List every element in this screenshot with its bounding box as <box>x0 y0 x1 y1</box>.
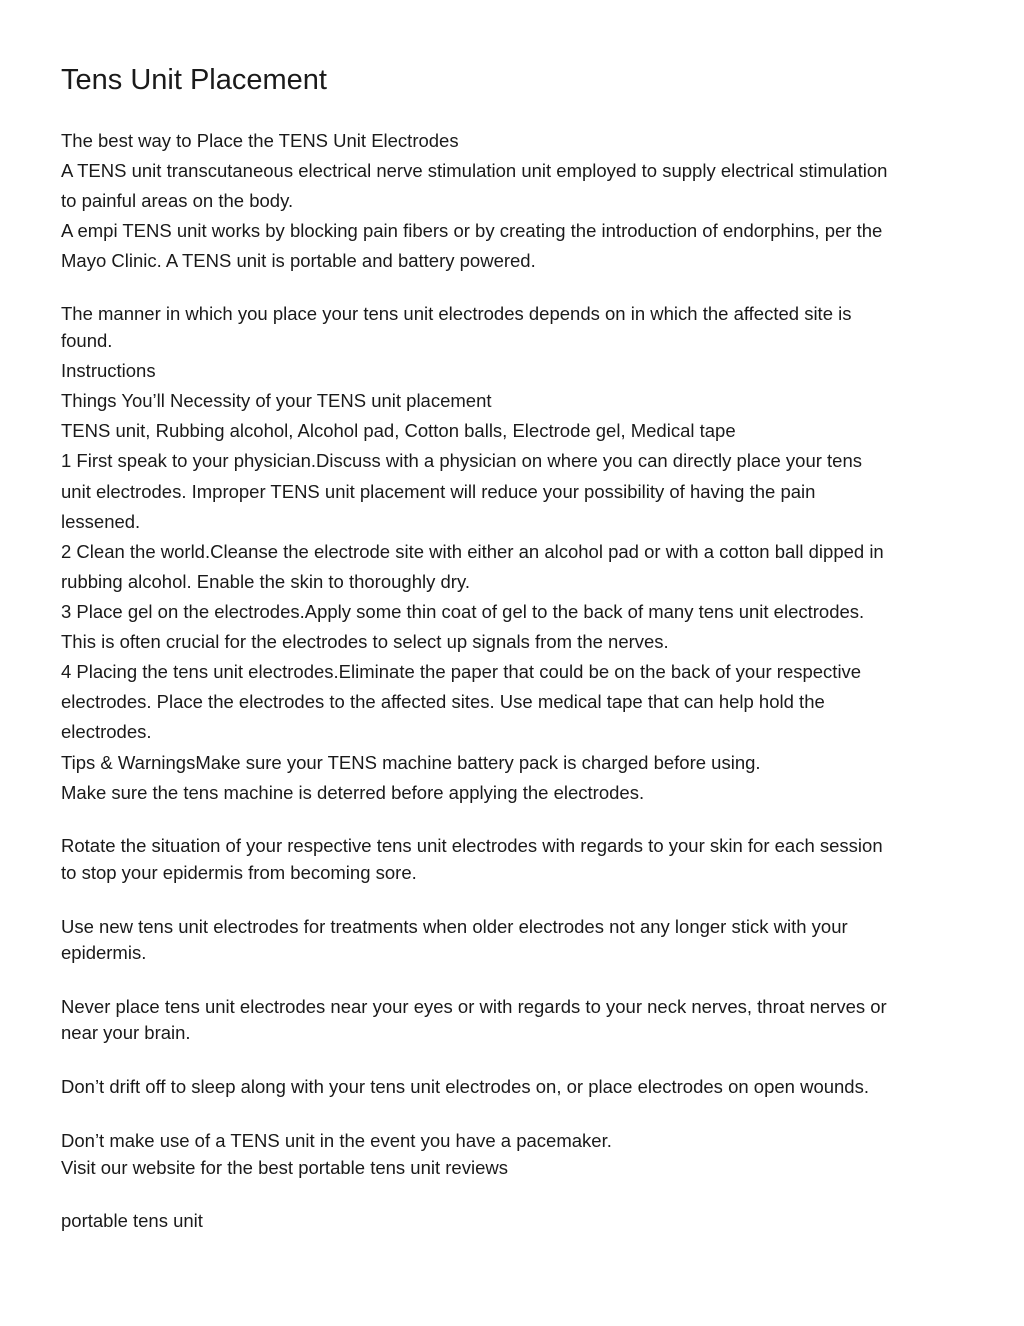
text-line: Mayo Clinic. A TENS unit is portable and battery powered. <box>61 250 536 271</box>
text-line: electrodes. Place the electrodes to the affected sites. Use medical tape that can help hold the <box>61 691 825 712</box>
text-line: Never place tens unit electrodes near your eyes or with regards to your neck nerves, throat nerves or <box>61 996 887 1017</box>
page-title: Tens Unit Placement <box>61 64 327 96</box>
text-line: A TENS unit transcutaneous electrical nerve stimulation unit employed to supply electrical stimulation <box>61 160 888 181</box>
text-line: 2 Clean the world.Cleanse the electrode site with either an alcohol pad or with a cotton ball dipped in <box>61 541 884 562</box>
text-line: unit electrodes. Improper TENS unit placement will reduce your possibility of having the pain <box>61 481 816 502</box>
text-line: found. <box>61 330 113 351</box>
text-line: Tips & WarningsMake sure your TENS machine battery pack is charged before using. <box>61 752 761 773</box>
text-line: Things You’ll Necessity of your TENS unit placement <box>61 390 492 411</box>
text-line: epidermis. <box>61 942 147 963</box>
text-line: 4 Placing the tens unit electrodes.Eliminate the paper that could be on the back of your respective <box>61 661 862 682</box>
text-line: lessened. <box>61 511 141 532</box>
text-line: near your brain. <box>61 1022 191 1043</box>
text-line: A empi TENS unit works by blocking pain fibers or by creating the introduction of endorphins, per the <box>61 220 883 241</box>
text-line: The best way to Place the TENS Unit Electrodes <box>61 130 459 151</box>
text-line: This is often crucial for the electrodes to select up signals from the nerves. <box>61 631 669 652</box>
text-line: 3 Place gel on the electrodes.Apply some thin coat of gel to the back of many tens unit electrodes. <box>61 601 865 622</box>
text-line: Don’t make use of a TENS unit in the event you have a pacemaker. <box>61 1130 612 1151</box>
text-line: Instructions <box>61 360 156 381</box>
text-line: Use new tens unit electrodes for treatments when older electrodes not any longer stick with your <box>61 916 848 937</box>
text-line: Rotate the situation of your respective tens unit electrodes with regards to your skin for each session <box>61 835 883 856</box>
text-line: to painful areas on the body. <box>61 190 294 211</box>
text-line: Visit our website for the best portable tens unit reviews <box>61 1157 508 1178</box>
text-line: electrodes. <box>61 721 152 742</box>
text-line: The manner in which you place your tens unit electrodes depends on in which the affected site is <box>61 303 852 324</box>
text-line: rubbing alcohol. Enable the skin to thoroughly dry. <box>61 571 470 592</box>
text-line: Don’t drift off to sleep along with your tens unit electrodes on, or place electrodes on open wounds. <box>61 1076 869 1097</box>
text-line: Make sure the tens machine is deterred before applying the electrodes. <box>61 782 645 803</box>
text-line: 1 First speak to your physician.Discuss with a physician on where you can directly place your tens <box>61 450 863 471</box>
text-line: TENS unit, Rubbing alcohol, Alcohol pad, Cotton balls, Electrode gel, Medical tape <box>61 420 736 441</box>
text-line: to stop your epidermis from becoming sore. <box>61 862 417 883</box>
text-line: portable tens unit <box>61 1210 203 1231</box>
